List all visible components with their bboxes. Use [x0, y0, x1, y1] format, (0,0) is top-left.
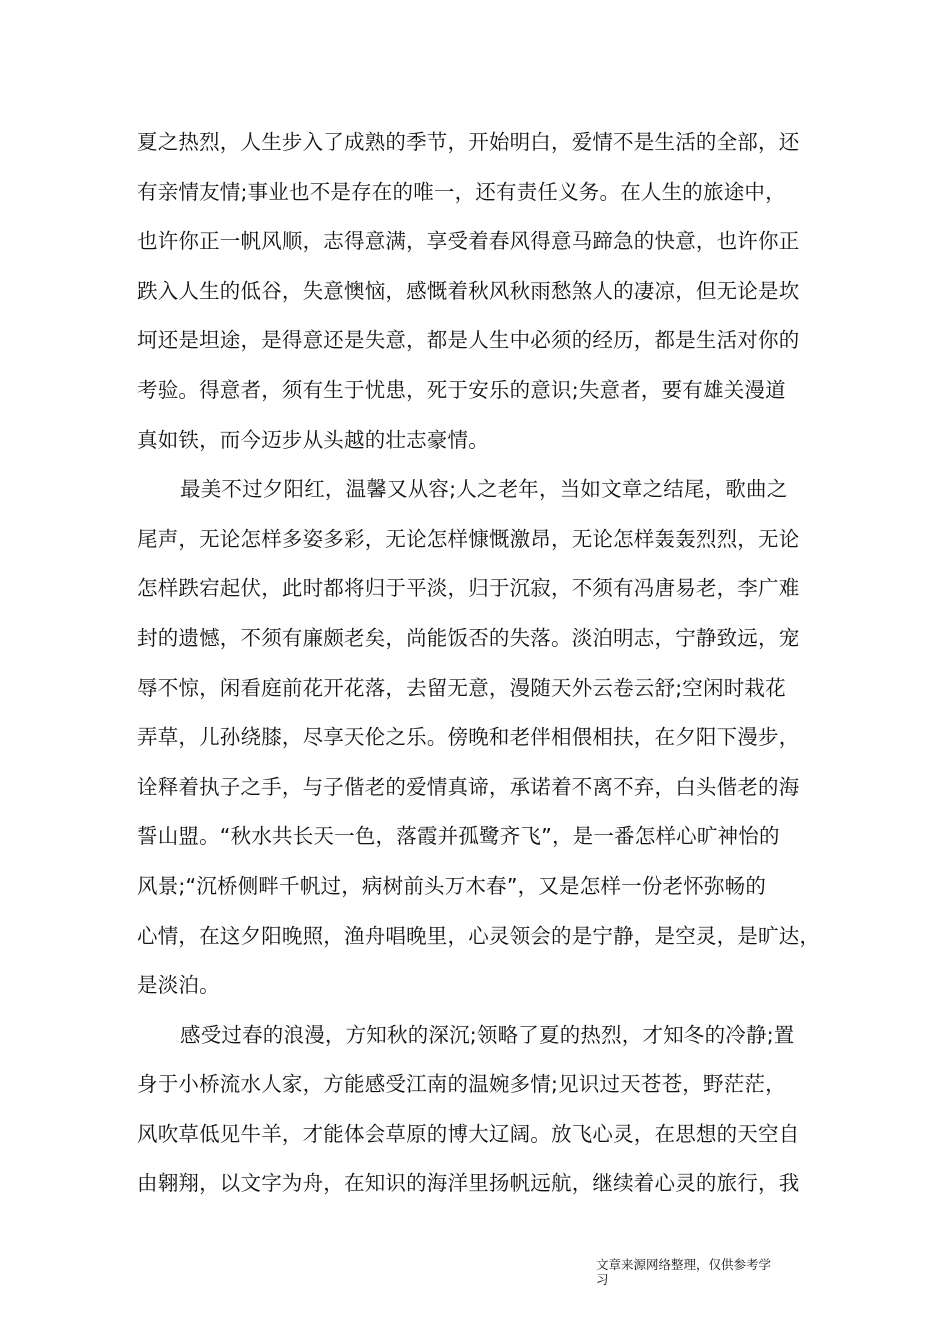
footnote-line: 文章来源网络整理，仅供参考学 [596, 1257, 772, 1272]
text-line: 是淡泊。 [137, 973, 220, 998]
text-line: 誓山盟。“秋水共长天一色，落霞并孤鹭齐飞”，是一番怎样心旷神怡的 [137, 824, 780, 849]
text-line: 也许你正一帆风顺，志得意满，享受着春风得意马蹄急的快意，也许你正 [137, 229, 800, 254]
text-line: 诠释着执子之手，与子偕老的爱情真谛，承诺着不离不弃，白头偕老的海 [137, 774, 800, 799]
text-line: 有亲情友情;事业也不是存在的唯一，还有责任义务。在人生的旅途中， [137, 179, 786, 204]
text-line: 夏之热烈，人生步入了成熟的季节，开始明白，爱情不是生活的全部，还 [137, 130, 800, 154]
text-line: 尾声，无论怎样多姿多彩，无论怎样慷慨激昂，无论怎样轰轰烈烈，无论 [137, 526, 800, 551]
text-line: 怎样跌宕起伏，此时都将归于平淡，归于沉寂，不须有冯唐易老，李广难 [137, 576, 800, 601]
footnote-line: 习 [596, 1272, 609, 1287]
text-line: 辱不惊，闲看庭前花开花落，去留无意，漫随天外云卷云舒;空闲时栽花 [137, 675, 786, 700]
text-line: 风景;“沉桥侧畔千帆过，病树前头万木春”，又是怎样一份老怀弥畅的 [137, 873, 767, 898]
text-line: 真如铁，而今迈步从头越的壮志豪情。 [137, 427, 489, 452]
text-line: 封的遗憾，不须有廉颇老矣，尚能饭否的失落。淡泊明志，宁静致远，宠 [137, 625, 800, 650]
text-line: 由翱翔，以文字为舟，在知识的海洋里扬帆远航，继续着心灵的旅行，我 [137, 1171, 800, 1196]
text-line: 感受过春的浪漫，方知秋的深沉;领略了夏的热烈，才知冬的冷静;置 [180, 1022, 795, 1047]
paragraph-2 [137, 465, 837, 1011]
paragraph-1 [137, 118, 837, 465]
text-line: 心情，在这夕阳晚照，渔舟唱晚里，心灵领会的是宁静，是空灵，是旷达， [137, 923, 821, 948]
source-footnote [596, 1257, 796, 1287]
text-line: 风吹草低见牛羊，才能体会草原的博大辽阔。放飞心灵，在思想的天空自 [137, 1121, 800, 1146]
text-line: 考验。得意者，须有生于忧患，死于安乐的意识;失意者，要有雄关漫道 [137, 377, 786, 402]
text-line: 身于小桥流水人家，方能感受江南的温婉多情;见识过天苍苍，野茫茫， [137, 1072, 786, 1097]
text-line: 最美不过夕阳红，温馨又从容;人之老年，当如文章之结尾，歌曲之 [180, 477, 788, 502]
body-text [137, 118, 837, 1209]
paragraph-3 [137, 1011, 837, 1209]
text-line: 坷还是坦途，是得意还是失意，都是人生中必须的经历，都是生活对你的 [137, 328, 800, 353]
text-line: 弄草，儿孙绕膝，尽享天伦之乐。傍晚和老伴相偎相扶，在夕阳下漫步， [137, 725, 800, 750]
text-line: 跌入人生的低谷，失意懊恼，感慨着秋风秋雨愁煞人的凄凉，但无论是坎 [137, 278, 800, 303]
